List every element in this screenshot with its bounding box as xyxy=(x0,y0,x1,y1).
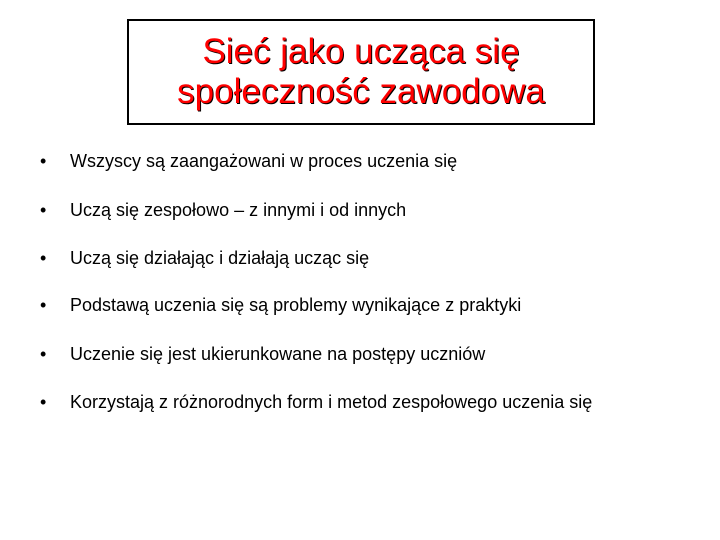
title-box xyxy=(127,19,595,125)
bullet-icon: • xyxy=(40,200,47,220)
bullet-text: Podstawą uczenia się są problemy wynikające z praktyki xyxy=(70,295,522,315)
title-line-1: Sieć jako ucząca się xyxy=(202,32,520,71)
list-item xyxy=(40,249,680,268)
list-item xyxy=(40,393,680,412)
bullet-text: Uczą się zespołowo – z innymi i od innych xyxy=(70,200,407,220)
list-item xyxy=(40,345,680,364)
bullet-icon: • xyxy=(40,392,47,412)
list-item xyxy=(40,296,680,315)
bullet-text: Korzystają z różnorodnych form i metod zespołowego uczenia się xyxy=(70,392,593,412)
bullet-text: Wszyscy są zaangażowani w proces uczenia się xyxy=(70,151,458,171)
title-line-2: społeczność zawodowa xyxy=(177,72,545,111)
bullet-icon: • xyxy=(40,151,47,171)
bullet-icon: • xyxy=(40,248,47,268)
bullet-icon: • xyxy=(40,295,47,315)
list-item xyxy=(40,152,680,171)
bullet-text: Uczenie się jest ukierunkowane na postępy uczniów xyxy=(70,344,486,364)
bullet-text: Uczą się działając i działają ucząc się xyxy=(70,248,370,268)
list-item xyxy=(40,201,680,220)
bullet-icon: • xyxy=(40,344,47,364)
